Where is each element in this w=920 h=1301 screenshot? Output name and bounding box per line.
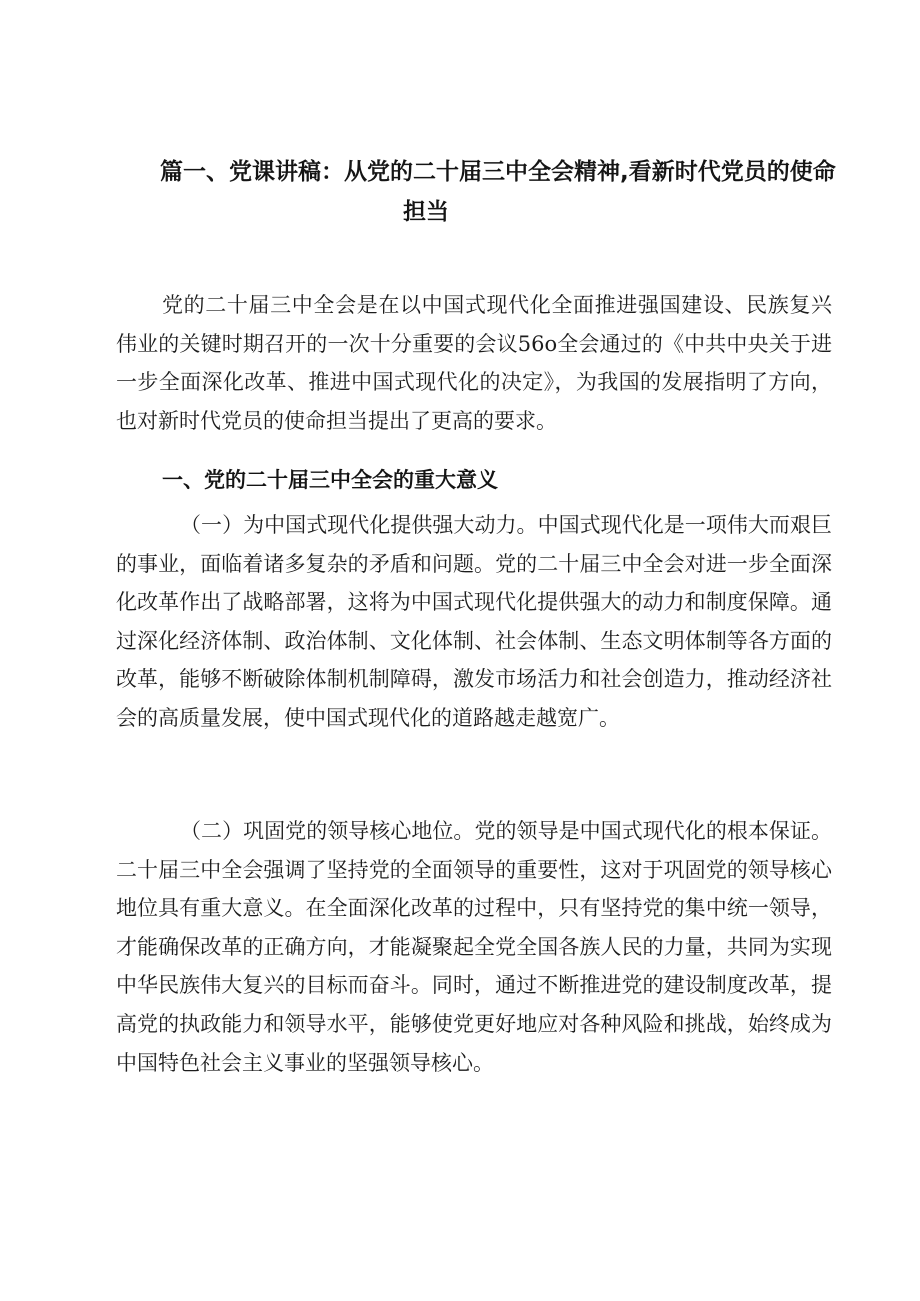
paragraph-2: （二）巩固党的领导核心地位。党的领导是中国式现代化的根本保证。二十届三中全会强调了坚持党的全面领导的重要性，这对于巩固党的领导核心地位具有重大意义。在全面深化改革的过程中，只有坚持党的集中统一领导，才能确保改革的正确方向，才能凝聚起全党全国各族人民的力量，共同为实现中华民族伟大复兴的目标而奋斗。同时，通过不断推进党的建设制度改革，提高党的执政能力和领导水平，能够使党更好地应对各种风险和挑战，始终成为中国特色社会主义事业的坚强领导核心。 [116, 819, 832, 1075]
paragraph-block-2 [116, 812, 832, 1082]
document-title [160, 152, 850, 232]
title-line-1: 篇一、党课讲稿：从党的二十届三中全会精神,看新时代党员的使命 [160, 159, 836, 185]
paragraph-1: （一）为中国式现代化提供强大动力。中国式现代化是一项伟大而艰巨的事业，面临着诸多复杂的矛盾和问题。党的二十届三中全会对进一步全面深化改革作出了战略部署，这将为中国式现代化提供强大的动力和制度保障。通过深化经济体制、政治体制、文化体制、社会体制、生态文明体制等各方面的改革，能够不断破除体制机制障碍，激发市场活力和社会创造力，推动经济社会的高质量发展，使中国式现代化的道路越走越宽广。 [116, 513, 832, 730]
section-heading: 一、党的二十届三中全会的重大意义 [162, 468, 498, 492]
paragraph-block-1 [116, 506, 832, 738]
intro-paragraph-block [116, 286, 832, 440]
title-line-2: 担当 [403, 199, 449, 225]
intro-paragraph: 党的二十届三中全会是在以中国式现代化全面推进强国建设、民族复兴伟业的关键时期召开的一次十分重要的会议56o全会通过的《中共中央关于进一步全面深化改革、推进中国式现代化的决定》，为我国的发展指明了方向，也对新时代党员的使命担当提出了更高的要求。 [116, 293, 832, 433]
